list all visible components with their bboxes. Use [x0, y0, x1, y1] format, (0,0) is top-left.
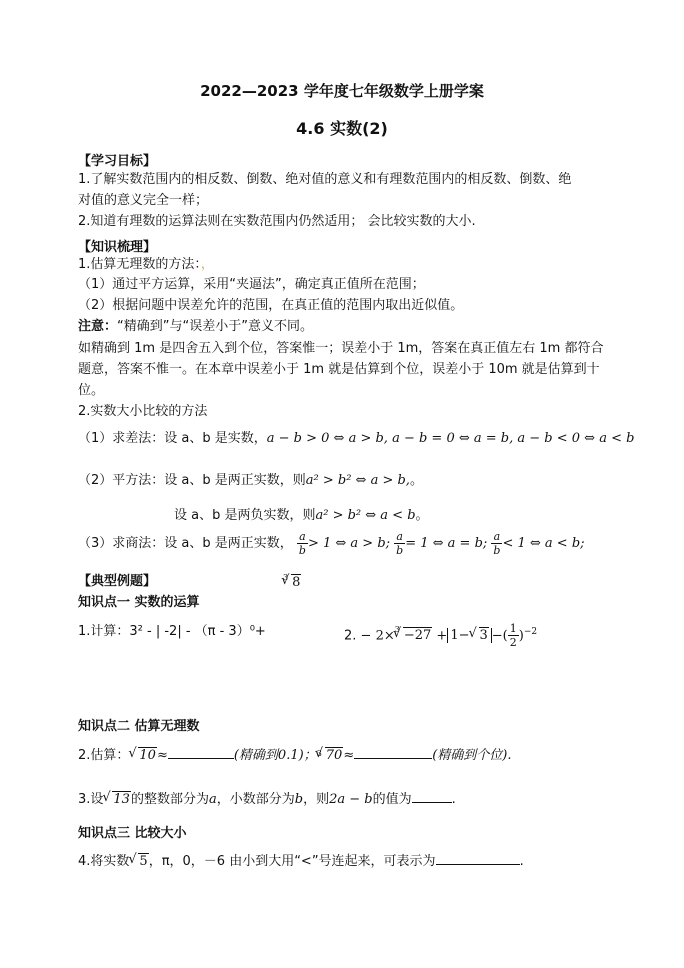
objective-1-line-a: 1.了解实数范围内的相反数、倒数、绝对值的意义和有理数范围内的相反数、倒数、绝: [78, 172, 572, 187]
question-2-close: ): [518, 628, 524, 644]
question-2: [344, 616, 537, 652]
method-difference-formula: a − b > 0 ⇔ a > b, a − b = 0 ⇔ a = b, a − b < 0 ⇔ a < b: [266, 431, 635, 446]
knowledge-point-3: 知识点三 比较大小: [78, 826, 187, 841]
note-example-a: 如精确到 1m 是四舍五入到个位，答案惟一；误差小于 1m，答案在真正值左右 1m 都符合: [78, 341, 604, 356]
question-5-label: 4.将实数: [78, 854, 130, 869]
estimate-step-2: （2）根据问题中误差允许的范围，在真正值的范围内取出近似值。: [78, 298, 464, 313]
quotient-formula-2: = 1 ⇔ a = b;: [405, 536, 488, 551]
note-text: “精确到”与“误差小于”意义不同。: [117, 319, 313, 334]
quotient-formula-1: > 1 ⇔ a > b;: [307, 536, 391, 551]
note-line: [78, 316, 313, 337]
method-square-negative-formula: a² > b² ⇔ a < b: [315, 508, 416, 523]
question-5: 4.将实数√ 5，π，0，－6 由小到大用“<”号连起来，可表示为 .: [78, 851, 524, 872]
question-2-plus: +: [436, 628, 448, 644]
answer-blank-sqrt10[interactable]: [168, 745, 234, 759]
examples-heading: 【典型例题】: [78, 574, 157, 589]
method-square-label: （2）平方法：设 a、b 是两正实数，则: [78, 473, 306, 488]
question-4-label: 3.设: [78, 792, 104, 807]
note-example-b: 题意，答案不惟一。在本章中误差小于 1m 就是估算到个位，误差小于 10m 就是估算到十: [78, 362, 600, 377]
method-square-formula: a² > b² ⇔ a > b,: [305, 473, 410, 488]
method-square-end: 。: [409, 473, 423, 488]
question-2-fraction: $\frac{1}{2}$: [509, 622, 517, 650]
answer-blank-2a-b[interactable]: [412, 789, 452, 803]
stray-cube-root: $^3$√ 8: [283, 575, 301, 590]
question-3-hint-1: (精确到0.1)；: [233, 748, 317, 763]
knowledge-heading: 【知识梳理】: [78, 240, 157, 255]
knowledge-item-1-text: 1.估算无理数的方法：: [78, 257, 201, 272]
method-difference-label: （1）求差法：设 a、b 是实数，: [78, 431, 267, 446]
question-2-label: 2.: [344, 628, 357, 644]
note-label: 注意：: [78, 319, 118, 334]
quotient-fraction-2: $\frac{a}{b}$: [396, 530, 404, 557]
question-3-radicand-1: 10: [139, 748, 156, 763]
knowledge-point-2: 知识点二 估算无理数: [78, 719, 200, 734]
method-difference: [78, 428, 634, 449]
method-square: [78, 470, 423, 491]
page-title: 2022—2023 学年度七年级数学上册学案: [200, 82, 484, 100]
method-quotient-label: （3）求商法：设 a、b 是两正实数，: [78, 536, 293, 551]
lesson-title: 4.6 实数(2): [296, 119, 388, 138]
question-2-part-a: − 2×: [360, 628, 395, 644]
question-2-radicand: −27: [403, 628, 432, 644]
knowledge-item-1-mark: ，: [200, 257, 214, 272]
objective-1-line-b: 对值的意义完全一样；: [78, 193, 209, 208]
objectives-heading: 【学习目标】: [78, 154, 157, 169]
question-3-hint-2: (精确到个位).: [432, 748, 512, 763]
method-quotient: [78, 530, 585, 558]
question-1-label: 1.计算：: [78, 624, 130, 639]
question-2-root-index: 3: [394, 625, 400, 634]
question-2-abs: 1−√ 3: [447, 628, 491, 643]
estimate-step-1: （1）通过平方运算，采用“夹逼法”，确定真正值所在范围；: [78, 277, 425, 292]
objective-2: 2.知道有理数的运算法则在实数范围内仍然适用； 会比较实数的大小.: [78, 214, 476, 229]
method-square-negative-end: 。: [415, 508, 429, 523]
question-1-expression: 3² - | -2| - （π - 3）⁰+: [129, 624, 266, 639]
question-3-label: 2.估算：: [78, 748, 130, 763]
question-1: [78, 621, 266, 642]
note-example-c: 位。: [78, 383, 105, 398]
question-4: 3.设√ 13的整数部分为a，小数部分为b，则2a − b的值为 .: [78, 789, 456, 810]
quotient-formula-3: < 1 ⇔ a < b;: [502, 536, 585, 551]
answer-blank-cbrt70[interactable]: [354, 745, 432, 759]
method-square-negative: [174, 505, 429, 526]
quotient-fraction-3: $\frac{a}{b}$: [493, 530, 501, 557]
knowledge-point-1: 知识点一 实数的运算: [78, 595, 200, 610]
answer-blank-order[interactable]: [436, 851, 520, 865]
quotient-fraction-1: $\frac{a}{b}$: [298, 530, 306, 557]
question-3-radicand-2: 70: [325, 748, 343, 763]
knowledge-item-2: 2.实数大小比较的方法: [78, 404, 208, 419]
question-2-exponent: −2: [523, 627, 538, 637]
question-2-part-d: −(: [491, 628, 508, 644]
method-square-negative-label: 设 a、b 是两负实数，则: [174, 508, 316, 523]
knowledge-item-1: [78, 254, 214, 275]
question-3: 2.估算：√ 10≈ (精确到0.1)；$^3$√ 70≈ (精确到个位).: [78, 745, 512, 766]
